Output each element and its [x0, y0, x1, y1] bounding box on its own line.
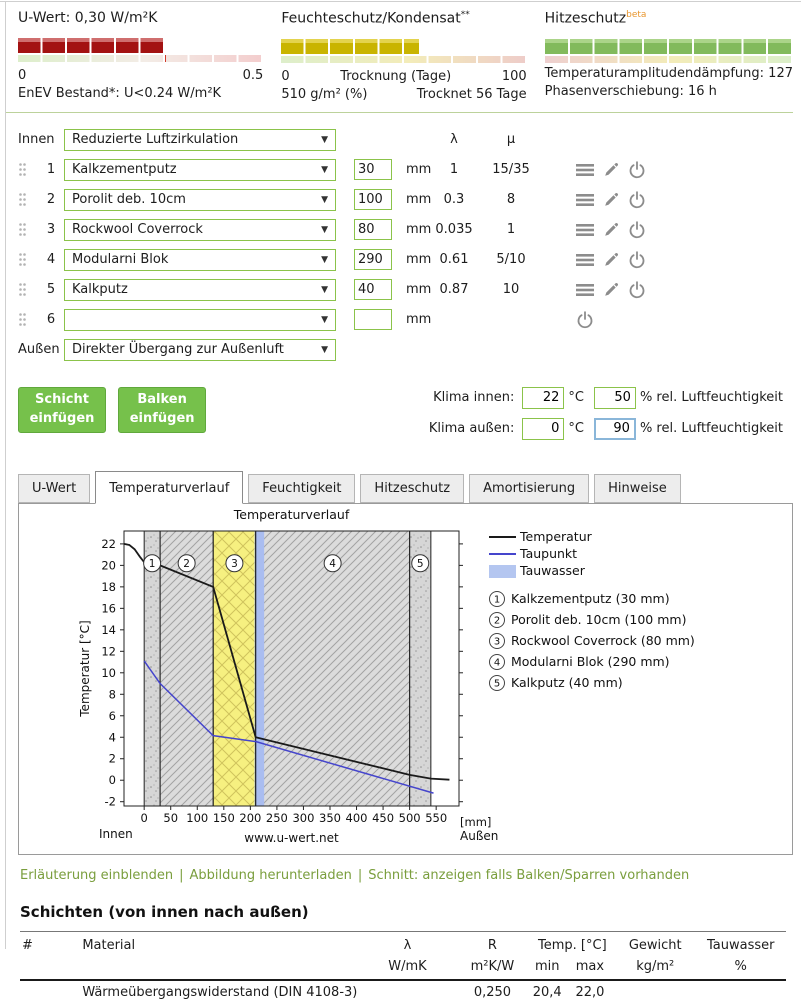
svg-text:-2: -2 — [104, 794, 116, 809]
svg-text:300: 300 — [292, 810, 315, 825]
layer-menu-icon[interactable] — [576, 163, 594, 177]
drag-handle[interactable] — [18, 252, 38, 267]
section-view-link[interactable]: Schnitt: anzeigen falls Balken/Sparren vorhanden — [368, 867, 690, 883]
svg-text:12: 12 — [101, 643, 116, 658]
chevron-down-icon: ▼ — [321, 164, 328, 175]
panel-feuchteschutz — [281, 8, 526, 102]
climate-inside-row — [429, 387, 783, 409]
mm-label: mm — [406, 162, 432, 178]
mm-label: mm — [406, 222, 432, 238]
svg-text:2: 2 — [183, 557, 190, 570]
svg-text:2: 2 — [493, 615, 501, 627]
col-min: min — [530, 956, 565, 980]
uwert-marker — [163, 55, 166, 62]
toggle-power-icon[interactable] — [628, 281, 646, 299]
table-row — [20, 980, 786, 1004]
aussen-row — [18, 339, 801, 361]
mm-label: mm — [406, 282, 432, 298]
climate-settings — [429, 387, 783, 449]
feuchteschutz-title: Feuchteschutz/Kondensat** — [281, 10, 470, 27]
layer-menu-icon[interactable] — [576, 253, 594, 267]
svg-text:20: 20 — [101, 558, 116, 573]
edit-pencil-icon[interactable] — [603, 162, 619, 178]
col-max: max — [565, 956, 615, 980]
hitzeschutz-title: Hitzeschutz$^{beta}$ — [544, 10, 647, 27]
drag-handle[interactable] — [18, 312, 38, 327]
drag-handle[interactable] — [18, 222, 38, 237]
lambda-value: 0.035 — [435, 222, 473, 238]
temperature-chart — [19, 504, 789, 854]
svg-text:4: 4 — [493, 657, 501, 669]
tab-temperaturverlauf[interactable]: Temperaturverlauf — [95, 471, 243, 504]
col-num: # — [20, 931, 80, 956]
inside-humidity-input[interactable] — [594, 387, 636, 409]
beta-badge: beta — [626, 10, 647, 20]
row-r-value: 0,250 — [473, 984, 512, 1000]
svg-text:5: 5 — [493, 678, 501, 690]
uwert-scale-min: 0 — [18, 68, 27, 83]
col-lambda: λ — [360, 931, 455, 956]
col-lambda-unit: W/mK — [360, 956, 455, 980]
download-figure-link[interactable]: Abbildung herunterladen — [189, 867, 352, 883]
layer-row-3 — [18, 219, 801, 241]
svg-text:18: 18 — [101, 579, 116, 594]
uwert-scale-max: 0.5 — [242, 68, 264, 83]
section-divider — [6, 112, 793, 113]
inside-temperature-input[interactable] — [522, 387, 564, 409]
thickness-input[interactable] — [354, 249, 392, 270]
svg-text:4: 4 — [329, 557, 336, 570]
col-gewicht-unit: kg/m² — [615, 956, 695, 980]
drying-time: Trocknet 56 Tage — [416, 86, 527, 102]
toggle-power-icon[interactable] — [576, 311, 594, 329]
layer-row-1 — [18, 159, 801, 181]
temperature-chart-panel — [18, 503, 793, 855]
svg-text:0: 0 — [108, 772, 116, 787]
svg-text:50: 50 — [163, 810, 179, 825]
svg-text:Porolit deb. 10cm (100 mm): Porolit deb. 10cm (100 mm) — [511, 611, 687, 627]
svg-text:550: 550 — [425, 810, 448, 825]
col-material: Material — [80, 931, 359, 956]
feuchte-scale-min: 0 — [281, 68, 290, 84]
outside-temperature-input[interactable] — [522, 418, 564, 440]
panel-hitzeschutz — [545, 8, 793, 102]
svg-text:Temperatur [°C]: Temperatur [°C] — [78, 619, 92, 717]
layer-row-4 — [18, 249, 801, 271]
material-select[interactable]: Kalkputz ▼ — [64, 279, 336, 301]
thickness-input[interactable] — [354, 219, 392, 240]
svg-text:22: 22 — [101, 536, 116, 551]
svg-text:10: 10 — [101, 665, 116, 680]
celsius-unit: °C — [568, 421, 584, 437]
hitzeschutz-scale-strip — [545, 56, 793, 63]
layer-number: 6 — [46, 312, 56, 328]
hitzeschutz-gauge-bar — [545, 39, 793, 54]
col-r-unit: m²K/W — [455, 956, 529, 980]
tab-hitzeschutz[interactable]: Hitzeschutz — [360, 474, 464, 503]
svg-text:350: 350 — [319, 810, 341, 825]
drag-handle[interactable] — [18, 192, 38, 207]
edit-pencil-icon[interactable] — [603, 282, 619, 298]
feuchteschutz-gauge-bar — [281, 39, 526, 54]
tab-u-wert[interactable]: U-Wert — [18, 474, 90, 503]
chevron-down-icon: ▼ — [321, 194, 328, 205]
svg-text:Außen: Außen — [460, 828, 499, 843]
layer-row-5 — [18, 279, 801, 301]
layer-row-6 — [18, 309, 801, 331]
svg-text:Rockwool Coverrock (80 mm): Rockwool Coverrock (80 mm) — [511, 632, 695, 648]
svg-text:Taupunkt: Taupunkt — [520, 545, 578, 561]
svg-text:500: 500 — [398, 810, 421, 825]
tab-feuchtigkeit[interactable]: Feuchtigkeit — [248, 474, 355, 503]
col-r: R — [455, 931, 529, 956]
main-content — [6, 2, 801, 1004]
svg-text:100: 100 — [186, 810, 209, 825]
material-select[interactable]: Porolit deb. 10cm ▼ — [64, 189, 336, 211]
uwert-gauge-bar — [18, 38, 263, 53]
svg-text:150: 150 — [212, 810, 235, 825]
toggle-power-icon[interactable] — [628, 161, 646, 179]
climate-outside-label: Klima außen: — [428, 421, 515, 437]
schichten-table — [20, 931, 786, 1004]
chevron-down-icon: ▼ — [321, 254, 328, 265]
humidity-unit: % rel. Luftfeuchtigkeit — [639, 421, 783, 437]
layer-number: 5 — [46, 282, 56, 298]
feuchte-scale-max: 100 — [501, 68, 527, 84]
svg-text:2: 2 — [108, 751, 116, 766]
svg-text:0: 0 — [140, 810, 148, 825]
chevron-down-icon: ▼ — [321, 284, 328, 295]
chevron-down-icon: ▼ — [321, 224, 328, 235]
humidity-unit: % rel. Luftfeuchtigkeit — [639, 390, 783, 406]
svg-text:14: 14 — [101, 622, 116, 637]
svg-text:1: 1 — [493, 594, 501, 606]
layer-row-2 — [18, 189, 801, 211]
row-material: Wärmeübergangswiderstand (DIN 4108-3) — [82, 984, 358, 1000]
amplitude-damping: Temperaturamplitudendämpfung: 127 — [544, 65, 793, 81]
layer-number: 3 — [46, 222, 56, 238]
feuchteschutz-scale-strip — [281, 56, 526, 63]
material-select[interactable]: Rockwool Coverrock ▼ — [64, 219, 336, 241]
layer-number: 2 — [46, 192, 56, 208]
innen-label: Innen — [18, 132, 55, 148]
svg-text:Kalkzementputz (30 mm): Kalkzementputz (30 mm) — [511, 590, 670, 606]
condensate-amount: 510 g/m² (%) — [281, 86, 368, 102]
result-panels — [6, 2, 801, 102]
svg-text:[mm]: [mm] — [460, 814, 492, 829]
phase-shift: Phasenverschiebung: 16 h — [544, 83, 717, 99]
svg-text:250: 250 — [265, 810, 288, 825]
schichten-heading: Schichten (von innen nach außen) — [20, 902, 309, 921]
svg-text:Kalkputz (40 mm): Kalkputz (40 mm) — [511, 674, 623, 690]
lambda-value: 0.87 — [439, 282, 469, 298]
svg-text:1: 1 — [148, 557, 156, 570]
mu-value: 10 — [502, 282, 520, 298]
insert-layer-button[interactable]: Schicht einfügen — [18, 387, 106, 433]
innen-row — [18, 129, 801, 151]
innen-select[interactable] — [64, 129, 336, 151]
svg-text:Tauwasser: Tauwasser — [520, 562, 585, 578]
panel-uwert — [18, 8, 263, 102]
lambda-value: 1 — [449, 162, 459, 178]
layer-number: 4 — [46, 252, 56, 268]
toggle-power-icon[interactable] — [628, 221, 646, 239]
innen-select-value: Reduzierte Luftzirkulation — [72, 132, 239, 148]
thickness-input[interactable] — [354, 309, 392, 330]
tab-hinweise[interactable]: Hinweise — [594, 474, 681, 503]
svg-text:450: 450 — [372, 810, 395, 825]
svg-text:www.u-wert.net: www.u-wert.net — [244, 830, 339, 845]
edit-pencil-icon[interactable] — [603, 222, 619, 238]
svg-text:6: 6 — [108, 708, 116, 723]
result-tabs — [18, 471, 801, 503]
svg-text:Innen: Innen — [99, 826, 133, 841]
lambda-header: λ — [450, 132, 458, 148]
svg-text:8: 8 — [108, 686, 116, 701]
thickness-input[interactable] — [354, 189, 392, 210]
uwert-title: U-Wert: 0,30 W/m²K — [18, 10, 158, 26]
layer-menu-icon[interactable] — [576, 283, 594, 297]
row-temp-min: 20,4 — [532, 984, 562, 1000]
layer-number: 1 — [46, 162, 56, 178]
row-temp-max: 22,0 — [575, 984, 605, 1000]
aussen-label: Außen — [18, 342, 60, 358]
material-select[interactable]: Modularni Blok ▼ — [64, 249, 336, 271]
svg-text:16: 16 — [101, 601, 116, 615]
svg-text:400: 400 — [345, 810, 368, 825]
col-tauwasser-unit: % — [695, 956, 786, 980]
svg-text:5: 5 — [416, 557, 424, 570]
thickness-input[interactable] — [354, 279, 392, 300]
climate-inside-label: Klima innen: — [433, 390, 515, 406]
chevron-down-icon: ▼ — [321, 344, 328, 355]
mu-header: µ — [506, 132, 516, 148]
thickness-input[interactable] — [354, 159, 392, 180]
layer-editor — [6, 129, 801, 361]
mm-label: mm — [406, 192, 432, 208]
show-explanation-link[interactable]: Erläuterung einblenden — [20, 867, 174, 883]
insert-beam-button[interactable]: Balken einfügen — [118, 387, 206, 433]
tab-amortisierung[interactable]: Amortisierung — [469, 474, 589, 503]
mu-value: 5/10 — [496, 252, 526, 268]
lambda-value: 0.3 — [443, 192, 465, 208]
material-select[interactable] — [64, 309, 336, 331]
aussen-select-value: Direkter Übergang zur Außenluft — [72, 342, 284, 358]
drag-handle[interactable] — [18, 162, 38, 177]
climate-outside-row — [429, 418, 783, 440]
svg-text:3: 3 — [493, 636, 501, 648]
uwert-scale-strip — [18, 55, 263, 62]
toggle-power-icon[interactable] — [628, 191, 646, 209]
col-tauwasser: Tauwasser — [695, 931, 786, 956]
svg-text:200: 200 — [239, 810, 262, 825]
chevron-down-icon: ▼ — [321, 314, 328, 325]
col-gewicht: Gewicht — [615, 931, 695, 956]
chart-links: Erläuterung einblenden | Abbildung herunterladen | Schnitt: anzeigen falls Balken/Sparren vorhanden — [20, 867, 690, 883]
svg-text:Temperaturverlauf: Temperaturverlauf — [233, 506, 350, 522]
edit-pencil-icon[interactable] — [603, 252, 619, 268]
svg-text:3: 3 — [231, 557, 238, 570]
svg-text:Temperatur: Temperatur — [520, 528, 592, 544]
mu-value: 8 — [506, 192, 516, 208]
aussen-select[interactable] — [64, 339, 336, 361]
col-temp: Temp. [°C] — [530, 931, 615, 956]
edit-pencil-icon[interactable] — [603, 192, 619, 208]
chevron-down-icon: ▼ — [321, 134, 328, 145]
material-select[interactable]: Kalkzementputz ▼ — [64, 159, 336, 181]
layer-menu-icon[interactable] — [576, 223, 594, 237]
svg-text:Modularni Blok (290 mm): Modularni Blok (290 mm) — [511, 653, 670, 669]
outside-humidity-input[interactable] — [594, 418, 636, 440]
lambda-value: 0.61 — [439, 252, 469, 268]
mm-label: mm — [406, 252, 432, 268]
actions-section — [18, 387, 789, 451]
celsius-unit: °C — [568, 390, 584, 406]
mm-label: mm — [406, 312, 432, 328]
drag-handle[interactable] — [18, 282, 38, 297]
layer-menu-icon[interactable] — [576, 193, 594, 207]
svg-text:4: 4 — [108, 729, 116, 744]
toggle-power-icon[interactable] — [628, 251, 646, 269]
mu-value: 15/35 — [492, 162, 530, 178]
mu-value: 1 — [506, 222, 516, 238]
feuchte-scale-label: Trocknung (Tage) — [340, 68, 452, 84]
enev-note: EnEV Bestand*: U<0.24 W/m²K — [18, 86, 222, 101]
